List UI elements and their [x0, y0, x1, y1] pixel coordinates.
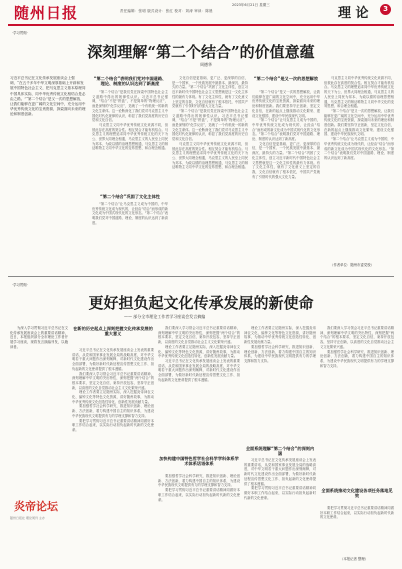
article2-column-tag: ·学习贯彻·: [12, 283, 28, 287]
article1-column-2: 文化自信是更基础、更广泛、更深厚的自信，是一个国家、一个民族发展中最基本、最深沉、最持久的力量。“第二个结合”巩固了文化主体性，创立习近平新时代中国特色社会主义思想就是这一文化主体性的最有力体现。有了文化主体性，就有了文化意义上坚定的自我，文化自信就有了根本依托，中国共产党就有了引领时代的强大文化力量。 “第二个结合”是我们党在探索中国特色社会主义道路中得出的规律性认识。习近平总书记强调，“结合”不是“拼盘”，不是简单的“物理反应”，而是深刻的“化学反应”，造就了一个有机统一的新的文化生命体。这一论断深化了我们党对马克思主义中国化时代化规律的认识，彰显了我们党高度的历史自觉和文化自信。 马克思主义同中华优秀传统文化来源不同，但彼此存在高度的契合性。相互契合才能有机结合。马克思主义的理想追求同中华优秀传统文化的天下为公、世界大同理念相通，马克思主义的人民至上同民为邦本、为政以德的治理思想相通，马克思主义的辩证唯物主义同中华文化的变易思想、和合理念相通。: [172, 76, 248, 170]
article1-headline: 深刻理解“第二个结合”的价值意蕴: [87, 43, 315, 61]
article1-column-1: “第二个结合”是我们党在探索中国特色社会主义道路中得出的规律性认识。习近平总书记强调，“结合”不是“拼盘”，不是简单的“物理反应”，而是深刻的“化学反应”，造就了一个有机统一的新的文化生命体。这一论断深化了我们党对马克思主义中国化时代化规律的认识，彰显了我们党高度的历史自觉和文化自信。 马克思主义同中华优秀传统文化来源不同，但彼此存在高度的契合性。相互契合才能有机结合。马克思主义的理想追求同中华优秀传统文化的天下为公、世界大同理念相通，马克思主义的人民至上同民为邦本、为政以德的治理思想相通，马克思主义的辩证唯物主义同中华文化的变易思想、和合理念相通。: [92, 90, 168, 151]
forum-logo: [8, 480, 64, 555]
article1-intro: 习近平总书记在文化传承发展座谈会上强调，“在五千多年中华文明深厚基础上开辟和发展中国特色社会主义，把马克思主义基本原理同中国具体实际、同中华优秀传统文化相结合是必由之路。”“第二个结合”是又一次的思想解放，让我们能够在更广阔的文化空间中，充分运用中华优秀传统文化的宝贵资源，探索面向未来的理论和制度创新。: [10, 76, 86, 117]
masthead: [0, 0, 402, 24]
article2-subhead-3: 全面系统理解“第二个结合”的深刻内涵: [245, 446, 315, 457]
article2-subhead-2: 加快构建中国特色哲学社会科学学科体系学术体系话语体系: [159, 456, 239, 467]
article2-column-1: 习近平总书记在文化传承发展座谈会上发表的重要讲话，从党和国家事业发展全局的战略高度，对中华文明若干重大问题作出深刻阐释，对新时代文化建设作出全面部署，为做好新时代新征程宣传思想文化工作、担负起新的文化使命提供了根本遵循。 我们要深入学习领会习近平总书记重要讲话精神，深刻理解中华文明的突出特性，深刻把握“两个结合”的根本要求，坚定文化自信，秉持开放包容，坚持守正创新，以高度的文化自觉推动社会主义文化繁荣兴盛。 理论工作者要立足随州实际，深入挖掘炎帝神农文化、编钟文化等特色文化资源，讲好随州故事，为推动中华优秀传统文化创造性转化、创新性发展贡献力量。 要加强哲学社会科学研究，推进知识创新、理论创新、方法创新，着力构建中国自主的知识体系，为建设中华民族现代文明提供有力的学理支撑和智力支持。 要把学习贯彻习近平总书记重要讲话精神同做好本职工作结合起来，以实际行动担负起新时代新的文化使命。: [72, 348, 154, 432]
article1-subhead-3: “第二个结合”是又一次的思想解放: [253, 76, 319, 81]
article1-subhead-2: “第二个结合”巩固了文化主体性: [100, 194, 160, 199]
article2-column-4b: 要把学习贯彻习近平总书记重要讲话精神同做好本职工作结合起来，以实际行动担负起新时代新的文化使命。: [320, 506, 394, 520]
article2-column-2b: 要加强哲学社会科学研究，推进知识创新、理论创新、方法创新，着力构建中国自主的知识体系，为建设中华民族现代文明提供有力的学理支撑和智力支持。 要把学习贯彻习近平总书记重要讲话精神同做好本职工作结合起来，以实际行动担负起新时代新的文化使命。: [158, 474, 240, 502]
article1-byline: 周德华: [200, 62, 212, 67]
article2-headline: 更好担负起文化传承发展的新使命: [88, 294, 314, 312]
article1-column-3: “第二个结合”是又一次的思想解放，让我们能够在更广阔的文化空间中，充分运用中华优秀传统文化的宝贵资源，探索面向未来的理论和制度创新。我们要坚持守正创新，坚定文化自信，在新的起点上继续推动文化繁荣、建设文化强国、建设中华民族现代文明。 “第二个结合”让马克思主义成为中国的，中华优秀传统文化成为现代的，让经由“结合”而形成的新文化成为中国式现代化的文化形态。“第二个结合”表明我们党对中国道路、理论、制度的认识达到了新高度。 文化自信是更基础、更广泛、更深厚的自信，是一个国家、一个民族发展中最基本、最深沉、最持久的力量。“第二个结合”巩固了文化主体性，创立习近平新时代中国特色社会主义思想就是这一文化主体性的最有力体现。有了文化主体性，就有了文化意义上坚定的自我，文化自信就有了根本依托，中国共产党就有了引领时代的强大文化力量。: [252, 90, 320, 179]
article1-column-1b: “第二个结合”让马克思主义成为中国的，中华优秀传统文化成为现代的，让经由“结合”而形成的新文化成为中国式现代化的文化形态。“第二个结合”表明我们党对中国道路、理论、制度的认识达到了新高度。: [92, 202, 168, 225]
article2-column-2: 我们要深入学习领会习近平总书记重要讲话精神，深刻理解中华文明的突出特性，深刻把握“两个结合”的根本要求，坚定文化自信，秉持开放包容，坚持守正创新，以高度的文化自觉推动社会主义文化繁荣兴盛。 理论工作者要立足随州实际，深入挖掘炎帝神农文化、编钟文化等特色文化资源，讲好随州故事，为推动中华优秀传统文化创造性转化、创新性发展贡献力量。 习近平总书记在文化传承发展座谈会上发表的重要讲话，从党和国家事业发展全局的战略高度，对中华文明若干重大问题作出深刻阐释，对新时代文化建设作出全面部署，为做好新时代新征程宣传思想文化工作、担负起新的文化使命提供了根本遵循。: [158, 326, 240, 382]
issue-date: 2023年6月21日 星期三: [232, 3, 270, 7]
page-number-badge: 3: [380, 4, 391, 15]
section-divider: [8, 276, 394, 277]
newspaper-logo: 随州日报: [14, 4, 79, 22]
article1-author-note: （作者单位：随州市委党校）: [330, 263, 375, 267]
forum-logo-subtitle: 随州日报社 理论周刊 主办: [10, 516, 45, 520]
article2-column-3b: 习近平总书记在文化传承发展座谈会上发表的重要讲话，从党和国家事业发展全局的战略高度，对中华文明若干重大问题作出深刻阐释，对新时代文化建设作出全面部署，为做好新时代新征程宣传思想文化工作、担负起新的文化使命提供了根本遵循。 要把学习贯彻习近平总书记重要讲话精神同做好本职工作结合起来，以实际行动担负起新时代新的文化使命。: [244, 458, 316, 500]
article2-sidebar-intro: 为深入学习贯彻习近平总书记在文化传承发展座谈会上的重要讲话精神，近日，本报组织部分全市理论工作者开展学习座谈，现将发言摘编刊发，以飨读者。: [10, 326, 68, 349]
masthead-rule: [8, 24, 394, 26]
forum-logo-title: 炎帝论坛: [14, 500, 58, 513]
article2-column-4: 我们要深入学习领会习近平总书记重要讲话精神，深刻理解中华文明的突出特性，深刻把握“两个结合”的根本要求，坚定文化自信，秉持开放包容，坚持守正创新，以高度的文化自觉推动社会主义文化繁荣兴盛。 要加强哲学社会科学研究，推进知识创新、理论创新、方法创新，着力构建中国自主的知识体系，为建设中华民族现代文明提供有力的学理支撑和智力支持。: [320, 326, 394, 368]
article1-column-4: 马克思主义同中华优秀传统文化来源不同，但彼此存在高度的契合性。相互契合才能有机结合。马克思主义的理想追求同中华优秀传统文化的天下为公、世界大同理念相通，马克思主义的人民至上同民为邦本、为政以德的治理思想相通，马克思主义的辩证唯物主义同中华文化的变易思想、和合理念相通。 “第二个结合”是又一次的思想解放，让我们能够在更广阔的文化空间中，充分运用中华优秀传统文化的宝贵资源，探索面向未来的理论和制度创新。我们要坚持守正创新，坚定文化自信，在新的起点上继续推动文化繁荣、建设文化强国、建设中华民族现代文明。 “第二个结合”让马克思主义成为中国的，中华优秀传统文化成为现代的，让经由“结合”而形成的新文化成为中国式现代化的文化形态。“第二个结合”表明我们党对中国道路、理论、制度的认识达到了新高度。: [324, 76, 394, 160]
article2-column-3: 理论工作者要立足随州实际，深入挖掘炎帝神农文化、编钟文化等特色文化资源，讲好随州故事，为推动中华优秀传统文化创造性转化、创新性发展贡献力量。 要加强哲学社会科学研究，推进知识创新、理论创新、方法创新，着力构建中国自主的知识体系，为建设中华民族现代文明提供有力的学理支撑和智力支持。: [244, 326, 316, 363]
section-title: 理 论: [338, 6, 369, 21]
article2-author-note: （本报记者 整理）: [340, 557, 369, 561]
editor-credits: 责任编辑：张明 版式设计：张红 校对：刘涛 审读：陈晨: [120, 9, 213, 13]
article1-column-tag: ·学习贯彻·: [12, 31, 28, 35]
article1-subhead-1: “第二个结合”表明我们党对中国道路、理论、制度的认识达到了新高度: [93, 76, 167, 87]
article2-byline: —— 部分全市理论工作者学习座谈会发言摘编: [124, 314, 206, 319]
article2-subhead-4: 全面系统推动文化建设各项任务落地见效: [321, 488, 393, 499]
article2-subhead-1: 在新的历史起点上深刻把握文化传承发展的重大意义: [73, 326, 153, 337]
